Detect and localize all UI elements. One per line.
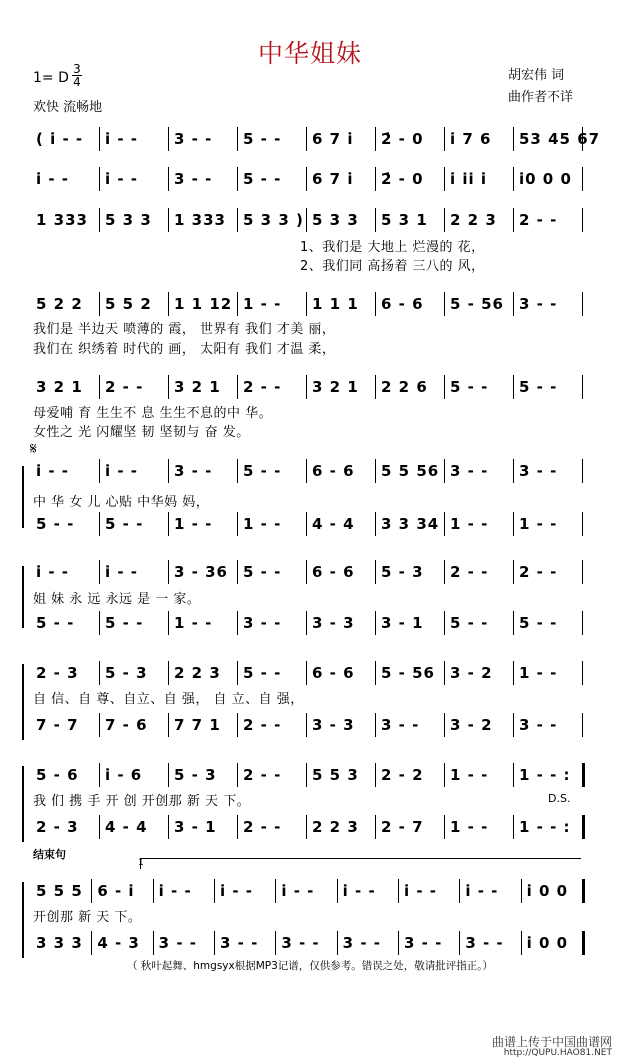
measure: 1 - - <box>519 515 558 533</box>
measure: 2 - - <box>450 563 489 581</box>
barline <box>582 167 583 191</box>
barline <box>444 375 445 399</box>
measure: 5 5 3 <box>312 766 359 784</box>
lyric-line: 开创那 新 天 下。 <box>33 910 142 925</box>
barline <box>306 763 307 787</box>
measure: 3 3 34 <box>381 515 440 533</box>
measure: 5 - 56 <box>381 664 435 682</box>
measure: 2 2 3 <box>312 818 359 836</box>
measure: 5 5 56 <box>381 462 440 480</box>
lyric-line: 我们是 半边天 喷薄的 霞， 世界有 我们 才美 丽， <box>33 322 336 337</box>
measure: 2̇ - 0 <box>381 130 424 148</box>
barline <box>444 459 445 483</box>
measure: 3 - - <box>174 170 213 188</box>
lyric-line: 我 们 携 手 开 创 开创那 新 天 下。 <box>33 794 251 809</box>
barline <box>168 815 169 839</box>
measure: i̇ - - <box>36 170 70 188</box>
measure: 5 - - <box>519 378 558 396</box>
measure: 2 - - <box>243 818 282 836</box>
barline <box>237 292 238 316</box>
barline <box>444 512 445 536</box>
barline <box>513 763 514 787</box>
barline <box>153 931 154 955</box>
barline <box>237 208 238 232</box>
barline <box>375 560 376 584</box>
barline <box>275 931 276 955</box>
measure: 5 - - <box>105 614 144 632</box>
barline <box>306 375 307 399</box>
measure: 1 - - <box>174 515 213 533</box>
measure: 6 7 i̇ <box>312 130 354 148</box>
measure: 5 3 1 <box>381 211 428 229</box>
system-bracket <box>22 466 27 528</box>
measure: 3 - - <box>404 934 443 952</box>
barline <box>513 512 514 536</box>
measure: i̇ ii i̇ <box>450 170 488 188</box>
measure: i̇ - - <box>465 882 499 900</box>
barline <box>99 167 100 191</box>
measure: i̇ - - <box>158 882 192 900</box>
barline <box>306 512 307 536</box>
barline <box>459 931 460 955</box>
coda-label: 结束句 <box>33 848 66 861</box>
measure: 5 - - <box>450 614 489 632</box>
barline <box>444 815 445 839</box>
lyric-line: 姐 妹 永 远 永远 是 一 家。 <box>33 592 201 607</box>
barline <box>214 879 215 903</box>
barline <box>99 512 100 536</box>
barline <box>99 127 100 151</box>
barline <box>521 931 522 955</box>
measure: 1 - - : <box>519 766 571 784</box>
barline <box>99 815 100 839</box>
barline <box>306 127 307 151</box>
barline <box>582 661 583 685</box>
barline <box>582 931 585 955</box>
lyricist: 胡宏伟 词 <box>508 68 565 83</box>
measure: 1 - - <box>243 295 282 313</box>
barline <box>582 208 583 232</box>
barline <box>459 879 460 903</box>
barline <box>237 512 238 536</box>
measure: 3 - 36 <box>174 563 228 581</box>
barline <box>99 763 100 787</box>
measure: 3 - - <box>174 130 213 148</box>
barline <box>375 167 376 191</box>
key-signature: 1= D <box>33 70 69 86</box>
barline <box>582 815 585 839</box>
measure: 5 - 3 <box>381 563 424 581</box>
barline <box>168 713 169 737</box>
measure: i̇0 0 0 <box>519 170 572 188</box>
measure: 1 1 12 <box>174 295 233 313</box>
measure: 3 - 1 <box>174 818 217 836</box>
barline <box>168 375 169 399</box>
barline <box>582 292 583 316</box>
measure: 3 2 1 <box>174 378 221 396</box>
barline <box>306 815 307 839</box>
barline <box>375 292 376 316</box>
lyric-line: 1、我们是 大地上 烂漫的 花， <box>300 240 485 255</box>
measure: 3 - 2 <box>450 664 493 682</box>
measure: 1 - - <box>450 818 489 836</box>
measure: 5 - 3 <box>174 766 217 784</box>
barline <box>306 611 307 635</box>
measure: 4 - 4 <box>312 515 355 533</box>
lyric-line: 中 华 女 儿 心贴 中华妈 妈， <box>33 495 210 510</box>
measure: i̇ - - <box>105 563 139 581</box>
measure: ( i̇ - - <box>36 130 84 148</box>
measure: i̇ - - <box>36 462 70 480</box>
barline <box>375 127 376 151</box>
barline <box>513 167 514 191</box>
barline <box>513 815 514 839</box>
measure: 1 - - <box>450 766 489 784</box>
measure: 7 - 6 <box>105 716 148 734</box>
measure: i̇ 0 0 <box>526 882 569 900</box>
barline <box>237 459 238 483</box>
barline <box>375 375 376 399</box>
measure: 2 2 6 <box>381 378 428 396</box>
measure: 3 - 3 <box>312 614 355 632</box>
measure: 2̇ - 0 <box>381 170 424 188</box>
barline <box>306 208 307 232</box>
measure: 1 - - <box>519 664 558 682</box>
measure: 1 - - <box>174 614 213 632</box>
tempo-marking: 欢快 流畅地 <box>33 100 103 115</box>
measure: 2 - - <box>243 378 282 396</box>
measure: 4 - 3 <box>97 934 140 952</box>
barline <box>99 560 100 584</box>
barline <box>99 713 100 737</box>
measure: 5 3 3 ) <box>243 211 304 229</box>
measure: 5 - - <box>243 130 282 148</box>
barline <box>513 292 514 316</box>
ds-marking: D.S. <box>548 792 571 805</box>
barline <box>375 815 376 839</box>
measure: 6 - 6 <box>312 664 355 682</box>
barline <box>99 459 100 483</box>
measure: 2 - - <box>243 766 282 784</box>
barline <box>444 763 445 787</box>
measure: i̇ - - <box>105 130 139 148</box>
barline <box>237 713 238 737</box>
measure: 5 - - <box>36 515 75 533</box>
lyric-line: 我们在 织绣着 时代的 画， 太阳有 我们 才温 柔， <box>33 342 336 357</box>
barline <box>306 560 307 584</box>
barline <box>513 661 514 685</box>
measure: 3 - 2 <box>450 716 493 734</box>
barline <box>306 661 307 685</box>
barline <box>168 611 169 635</box>
system-bracket <box>22 882 27 958</box>
measure: 5 - 6 <box>36 766 79 784</box>
measure: 2 - 7 <box>381 818 424 836</box>
barline <box>168 167 169 191</box>
barline <box>168 208 169 232</box>
measure: 3 - - <box>381 716 420 734</box>
measure: 3 - - <box>342 934 381 952</box>
barline <box>582 879 585 903</box>
system-bracket <box>22 766 27 842</box>
barline <box>582 763 585 787</box>
measure: 2 2 3 <box>450 211 497 229</box>
page-title: 中华姐妹 <box>257 39 362 68</box>
barline <box>444 208 445 232</box>
barline <box>444 127 445 151</box>
measure: 3 - - <box>519 462 558 480</box>
measure: 5 3 3 <box>105 211 152 229</box>
measure: 5 3 3 <box>312 211 359 229</box>
measure: 3 2 1 <box>312 378 359 396</box>
barline <box>521 879 522 903</box>
measure: 2 - 3 <box>36 818 79 836</box>
measure: 5 5 5 <box>36 882 83 900</box>
barline <box>168 512 169 536</box>
measure: 2 - 2 <box>381 766 424 784</box>
measure: 1 1 1 <box>312 295 359 313</box>
measure: 53 45 67 <box>519 130 601 148</box>
measure: 5 - 56 <box>450 295 504 313</box>
measure: 1 333 <box>36 211 88 229</box>
barline <box>168 127 169 151</box>
barline <box>444 167 445 191</box>
barline <box>91 879 92 903</box>
barline <box>306 167 307 191</box>
barline <box>513 713 514 737</box>
barline <box>444 292 445 316</box>
measure: i̇ 0 0 <box>526 934 569 952</box>
measure: 6 7 i̇ <box>312 170 354 188</box>
footer-note: （ 秋叶起舞、hmgsyx根据MP3记谱，仅供参考。错误之处，敬请批评指正。） <box>126 960 494 972</box>
barline <box>337 879 338 903</box>
measure: i̇ - - <box>281 882 315 900</box>
measure: 2 - 3 <box>36 664 79 682</box>
barline <box>337 931 338 955</box>
measure: 5 5 2 <box>105 295 152 313</box>
measure: i̇ 7 6 <box>450 130 492 148</box>
barline <box>444 611 445 635</box>
barline <box>582 459 583 483</box>
measure: 1 - - <box>450 515 489 533</box>
measure: 3 - 3 <box>312 716 355 734</box>
volta-bracket <box>140 858 581 869</box>
barline <box>99 611 100 635</box>
lyric-line: 女性之 光 闪耀坚 韧 坚韧与 奋 发。 <box>33 425 250 440</box>
time-sig-top: 3 <box>73 62 81 76</box>
measure: i̇ - - <box>36 563 70 581</box>
system-bracket <box>22 664 27 740</box>
measure: 3 2 1 <box>36 378 83 396</box>
composer: 曲作者不详 <box>508 90 574 105</box>
measure: 5 - - <box>450 378 489 396</box>
measure: 3 - - <box>450 462 489 480</box>
barline <box>214 931 215 955</box>
measure: i̇ - - <box>220 882 254 900</box>
barline <box>513 611 514 635</box>
barline <box>168 763 169 787</box>
barline <box>375 512 376 536</box>
measure: 3 - 1 <box>381 614 424 632</box>
barline <box>513 208 514 232</box>
measure: i̇ - - <box>105 170 139 188</box>
barline <box>306 459 307 483</box>
barline <box>513 560 514 584</box>
barline <box>237 815 238 839</box>
barline <box>582 560 583 584</box>
barline <box>237 763 238 787</box>
barline <box>99 661 100 685</box>
measure: 4 - 4 <box>105 818 148 836</box>
measure: 7 - 7 <box>36 716 79 734</box>
measure: 3 - - <box>465 934 504 952</box>
barline <box>306 713 307 737</box>
barline <box>375 713 376 737</box>
measure: 5 - - <box>519 614 558 632</box>
barline <box>306 292 307 316</box>
measure: 5 - - <box>105 515 144 533</box>
measure: 5 - - <box>243 462 282 480</box>
barline <box>513 459 514 483</box>
measure: 1 333 <box>174 211 226 229</box>
barline <box>375 661 376 685</box>
barline <box>582 512 583 536</box>
measure: i̇ - 6 <box>105 766 143 784</box>
barline <box>153 879 154 903</box>
barline <box>168 661 169 685</box>
barline <box>582 713 583 737</box>
lyric-line: 自 信、自 尊、自立、自 强， 自 立、自 强， <box>33 692 304 707</box>
measure: 2 - - <box>243 716 282 734</box>
measure: 3 - - <box>519 716 558 734</box>
measure: 2 2 3 <box>174 664 221 682</box>
measure: i̇ - - <box>105 462 139 480</box>
lyric-line: 2、我们同 高扬着 三八的 风， <box>300 259 485 274</box>
system-bracket <box>22 566 27 628</box>
measure: i̇ - - <box>342 882 376 900</box>
volta-number: 1 <box>138 858 144 868</box>
barline <box>375 208 376 232</box>
measure: 5 2 2 <box>36 295 83 313</box>
barline <box>168 560 169 584</box>
measure: 6 - i̇ <box>97 882 135 900</box>
barline <box>444 661 445 685</box>
measure: 5 - 3 <box>105 664 148 682</box>
measure: 6 - 6 <box>381 295 424 313</box>
barline <box>99 375 100 399</box>
segno-icon: 𝄋 <box>30 439 37 458</box>
barline <box>237 611 238 635</box>
barline <box>375 763 376 787</box>
barline <box>398 879 399 903</box>
barline <box>513 375 514 399</box>
barline <box>91 931 92 955</box>
watermark-text: 曲谱上传于中国曲谱网 <box>491 1035 612 1049</box>
barline <box>237 127 238 151</box>
barline <box>237 661 238 685</box>
measure: 6 - 6 <box>312 563 355 581</box>
time-signature <box>72 63 82 88</box>
measure: 7 7 1 <box>174 716 221 734</box>
barline <box>99 292 100 316</box>
measure: 3 - - <box>243 614 282 632</box>
measure: 3 - - <box>519 295 558 313</box>
measure: 3 - - <box>281 934 320 952</box>
measure: 1 - - : <box>519 818 571 836</box>
measure: 2 - - <box>519 563 558 581</box>
barline <box>398 931 399 955</box>
barline <box>444 713 445 737</box>
lyric-line: 母爱哺 育 生生不 息 生生不息的中 华。 <box>33 406 273 421</box>
measure: 3 - - <box>174 462 213 480</box>
barline <box>237 560 238 584</box>
barline <box>444 560 445 584</box>
barline <box>513 127 514 151</box>
barline <box>168 459 169 483</box>
barline <box>582 375 583 399</box>
measure: 3 - - <box>220 934 259 952</box>
measure: 3 - - <box>158 934 197 952</box>
measure: i̇ - - <box>404 882 438 900</box>
watermark-url: http://QUPU.HAO81.NET <box>503 1048 612 1058</box>
measure: 5 - - <box>243 170 282 188</box>
measure: 1 - - <box>243 515 282 533</box>
measure: 3 3 3 <box>36 934 83 952</box>
measure: 2 - - <box>105 378 144 396</box>
barline <box>375 459 376 483</box>
barline <box>582 127 583 151</box>
measure: 2 - - <box>519 211 558 229</box>
barline <box>99 208 100 232</box>
barline <box>237 167 238 191</box>
barline <box>375 611 376 635</box>
barline <box>582 611 583 635</box>
barline <box>237 375 238 399</box>
barline <box>275 879 276 903</box>
measure: 5 - - <box>243 664 282 682</box>
time-sig-bottom: 4 <box>73 75 81 89</box>
barline <box>168 292 169 316</box>
measure: 5 - - <box>243 563 282 581</box>
measure: 5 - - <box>36 614 75 632</box>
measure: 6 - 6 <box>312 462 355 480</box>
